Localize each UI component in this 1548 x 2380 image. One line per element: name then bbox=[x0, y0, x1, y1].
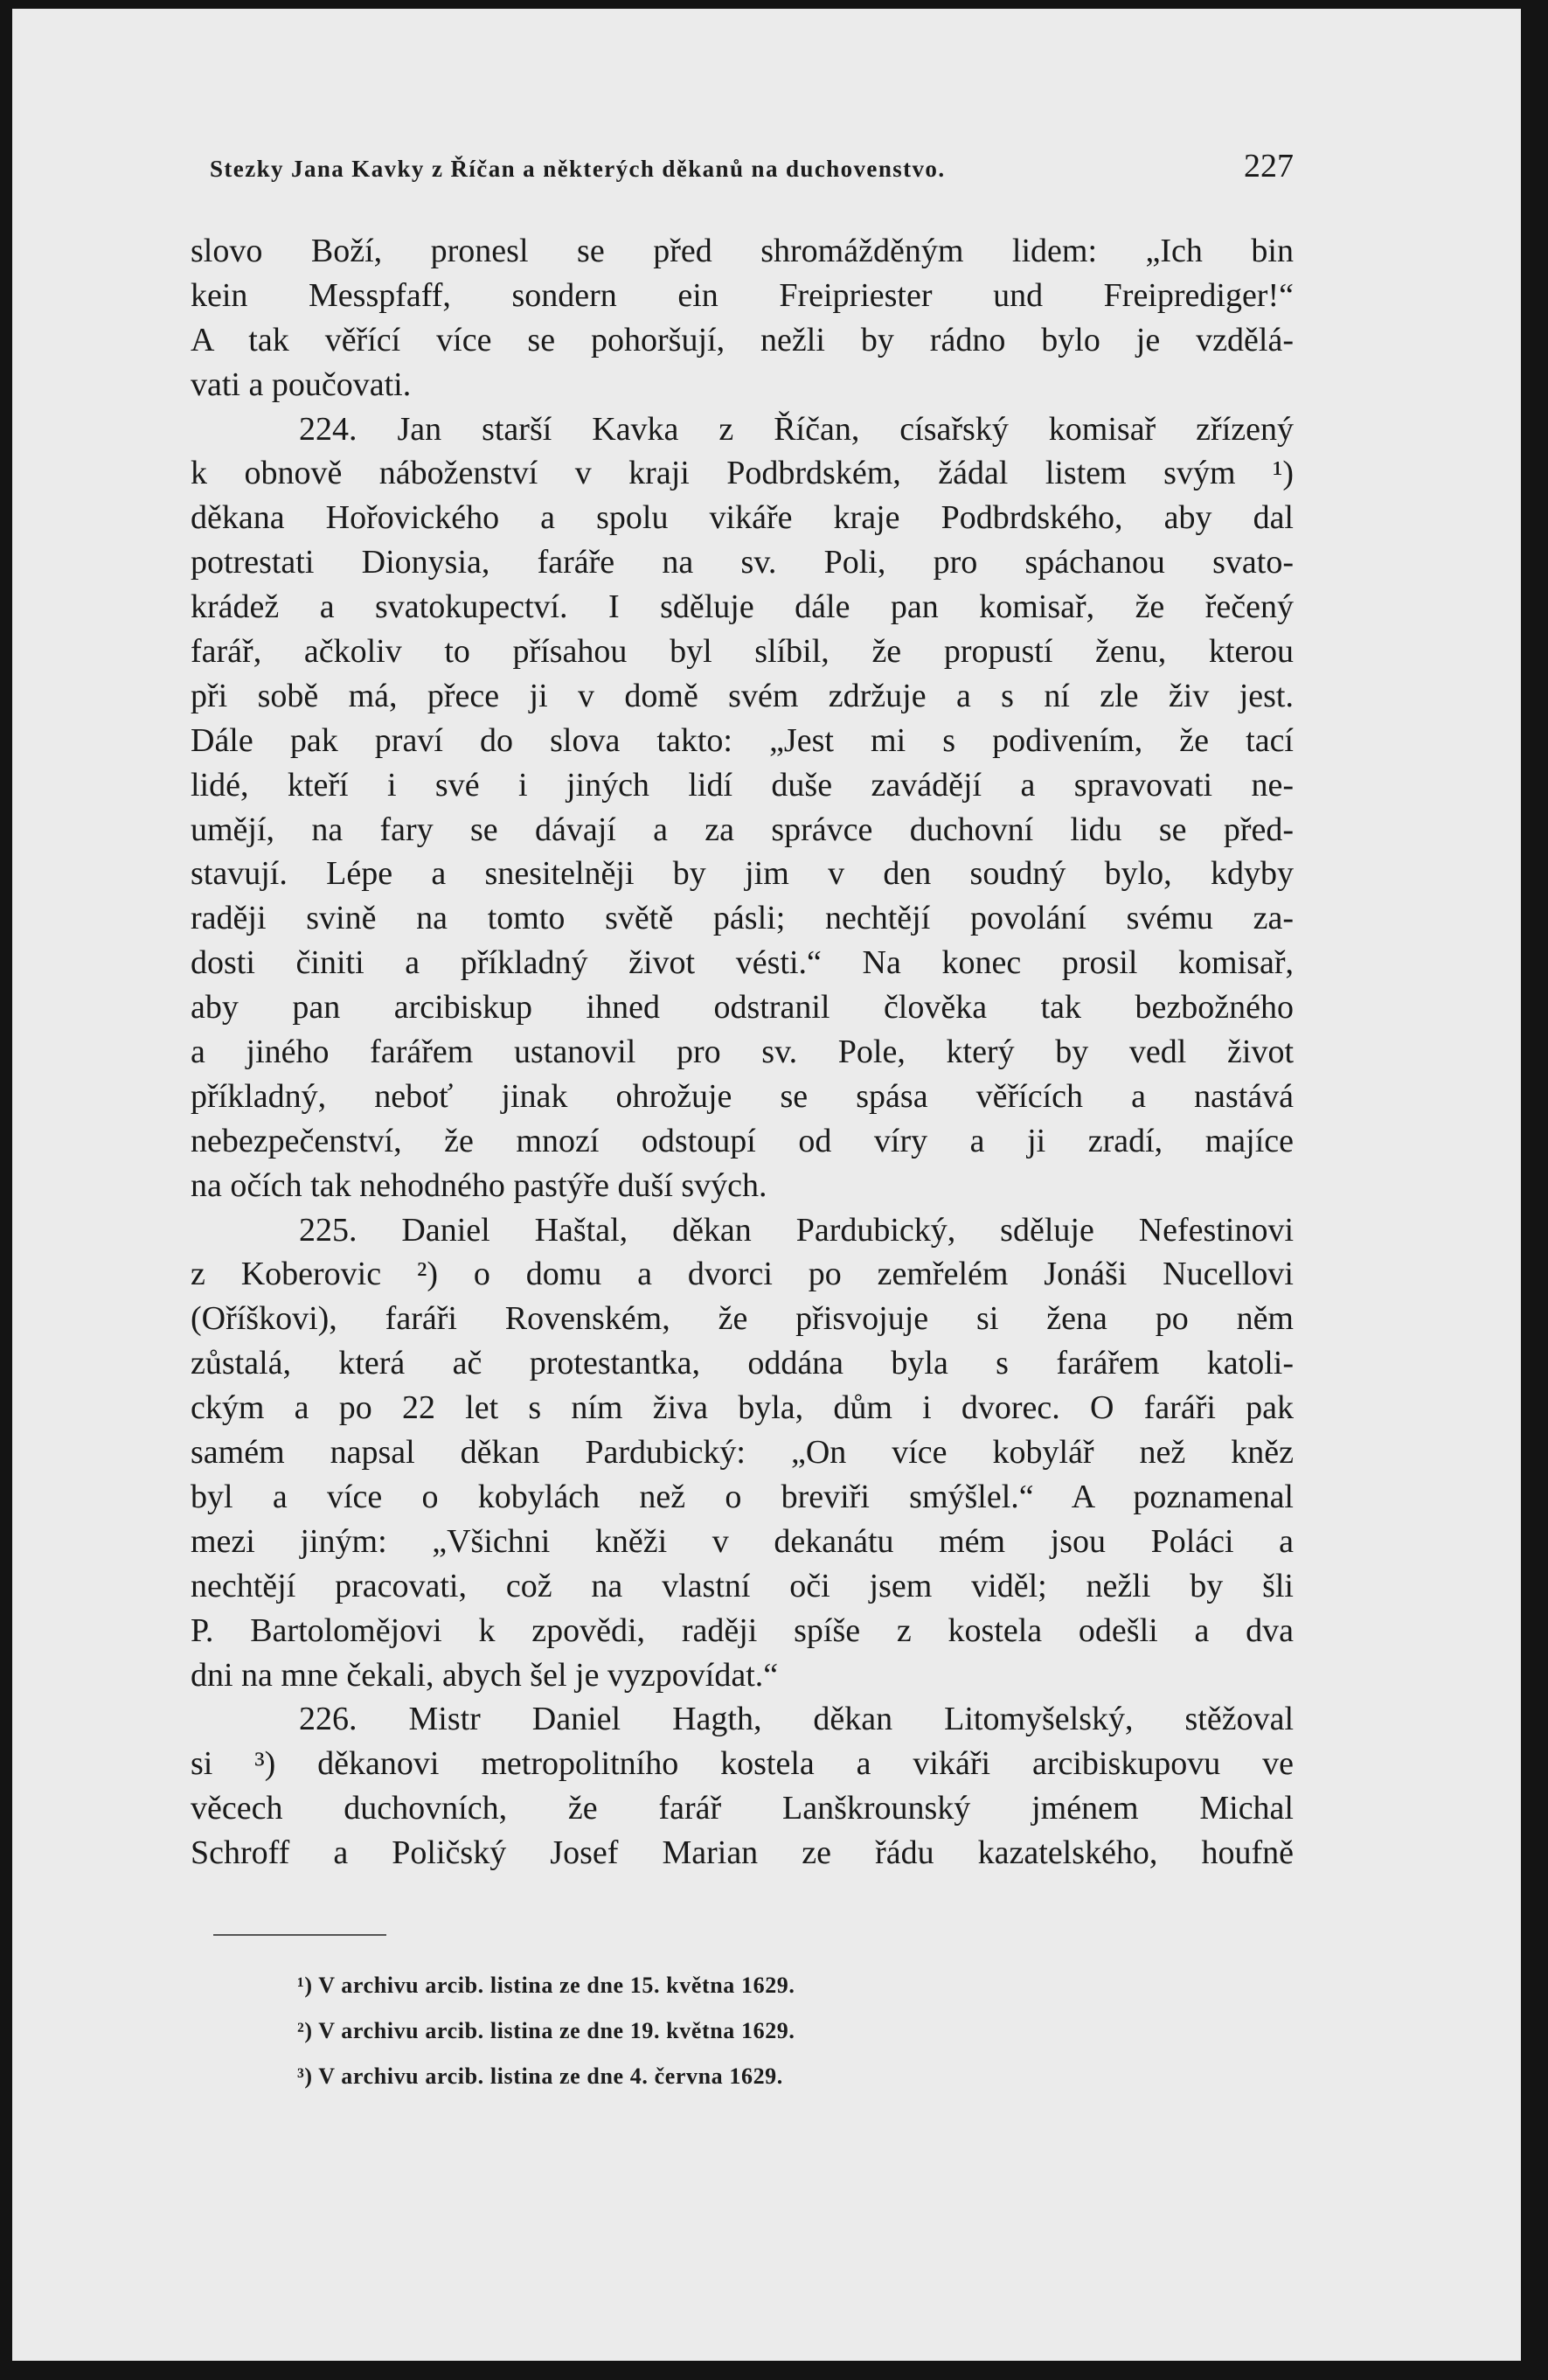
text-line: kein Messpfaff, sondern ein Freipriester und Freiprediger!“ bbox=[191, 276, 1294, 314]
paragraph-225-start: 225. Daniel Haštal, děkan Pardubický, sděluje Nefestinovi bbox=[299, 1211, 1294, 1249]
text-line: raději svině na tomto světě pásli; nechtějí povolání svému za- bbox=[191, 900, 1294, 937]
text-line: byl a více o kobylách než o breviři smýšlel.“ A poznamenal bbox=[191, 1478, 1294, 1515]
text-line: nechtějí pracovati, což na vlastní oči jsem viděl; nežli by šli bbox=[191, 1567, 1294, 1604]
text-line: mezi jiným: „Všichni kněži v dekanátu mém jsou Poláci a bbox=[191, 1522, 1294, 1560]
text-line: vati a poučovati. bbox=[191, 365, 412, 403]
text-line: stavují. Lépe a snesitelněji by jim v den soudný bylo, kdyby bbox=[191, 855, 1294, 893]
footnote-rule bbox=[213, 1934, 386, 1936]
footnote-1: ¹) V archivu arcib. listina ze dne 15. května 1629. bbox=[297, 1973, 795, 1998]
paragraph-224-start: 224. Jan starší Kavka z Říčan, císařský komisař zřízený bbox=[299, 410, 1294, 448]
text-line: při sobě má, přece ji v domě svém zdržuje a s ní zle živ jest. bbox=[191, 677, 1294, 714]
page-number: 227 bbox=[1244, 148, 1294, 184]
text-line: Dále pak praví do slova takto: „Jest mi s podivením, že tací bbox=[191, 721, 1294, 759]
body-text bbox=[191, 229, 1294, 1875]
running-title: Stezky Jana Kavky z Říčan a některých děkanů na duchovenstvo. bbox=[210, 156, 946, 182]
text-line: P. Bartolomějovi k zpovědi, raději spíše z kostela odešli a dva bbox=[191, 1611, 1294, 1649]
text-line: lidé, kteří i své i jiných lidí duše zavádějí a spravovati ne- bbox=[191, 766, 1294, 804]
text-line: Schroff a Poličský Josef Marian ze řádu kazatelského, houfně bbox=[191, 1834, 1294, 1872]
text-line: příkladný, neboť jinak ohrožuje se spása věřících a nastává bbox=[191, 1077, 1294, 1115]
text-line: zůstalá, která ač protestantka, oddána byla s farářem katoli- bbox=[191, 1345, 1294, 1382]
footnote-3: ³) V archivu arcib. listina ze dne 4. června 1629. bbox=[297, 2063, 783, 2089]
text-line: (Oříškovi), faráři Rovenském, že přisvojuje si žena po něm bbox=[191, 1300, 1294, 1338]
text-line: k obnově náboženství v kraji Podbrdském, žádal listem svým ¹) bbox=[191, 455, 1294, 492]
text-line: farář, ačkoliv to přísahou byl slíbil, že propustí ženu, kterou bbox=[191, 633, 1294, 671]
footnote-2: ²) V archivu arcib. listina ze dne 19. května 1629. bbox=[297, 2018, 795, 2043]
text-line: dni na mne čekali, abych šel je vyzpovídat.“ bbox=[191, 1656, 779, 1694]
text-line: aby pan arcibiskup ihned odstranil člověka tak bezbožného bbox=[191, 989, 1294, 1026]
text-line: dosti činiti a příkladný život vésti.“ Na konec prosil komisař, bbox=[191, 944, 1294, 982]
text-line: a jiného farářem ustanovil pro sv. Pole, který by vedl život bbox=[191, 1033, 1294, 1071]
text-line: umějí, na fary se dávají a za správce duchovní lidu se před- bbox=[191, 811, 1294, 848]
text-line: krádež a svatokupectví. I sděluje dále pan komisař, že řečený bbox=[191, 588, 1294, 626]
text-line: z Koberovic ²) o domu a dvorci po zemřelém Jonáši Nucellovi bbox=[191, 1256, 1294, 1293]
footnotes bbox=[297, 1963, 1084, 2099]
paragraph-226-start: 226. Mistr Daniel Hagth, děkan Litomyšelský, stěžoval bbox=[299, 1701, 1294, 1738]
text-line: ckým a po 22 let s ním živa byla, dům i dvorec. O faráři pak bbox=[191, 1389, 1294, 1427]
text-line: potrestati Dionysia, faráře na sv. Poli, pro spáchanou svato- bbox=[191, 544, 1294, 581]
text-line: na očích tak nehodného pastýře duší svých. bbox=[191, 1166, 767, 1204]
text-line: A tak věřící více se pohoršují, nežli by rádno bylo je vzdělá- bbox=[191, 321, 1294, 358]
page-header bbox=[210, 147, 1294, 191]
text-line: si ³) děkanovi metropolitního kostela a vikáři arcibiskupovu ve bbox=[191, 1745, 1294, 1783]
text-line: slovo Boží, pronesl se před shromážděným lidem: „Ich bin bbox=[191, 233, 1294, 269]
text-line: věcech duchovních, že farář Lanškrounský jménem Michal bbox=[191, 1790, 1294, 1827]
text-line: samém napsal děkan Pardubický: „On více kobylář než kněz bbox=[191, 1434, 1294, 1472]
text-line: děkana Hořovického a spolu vikáře kraje Podbrdského, aby dal bbox=[191, 499, 1294, 537]
text-line: nebezpečenství, že mnozí odstoupí od víry a ji zradí, majíce bbox=[191, 1122, 1294, 1159]
